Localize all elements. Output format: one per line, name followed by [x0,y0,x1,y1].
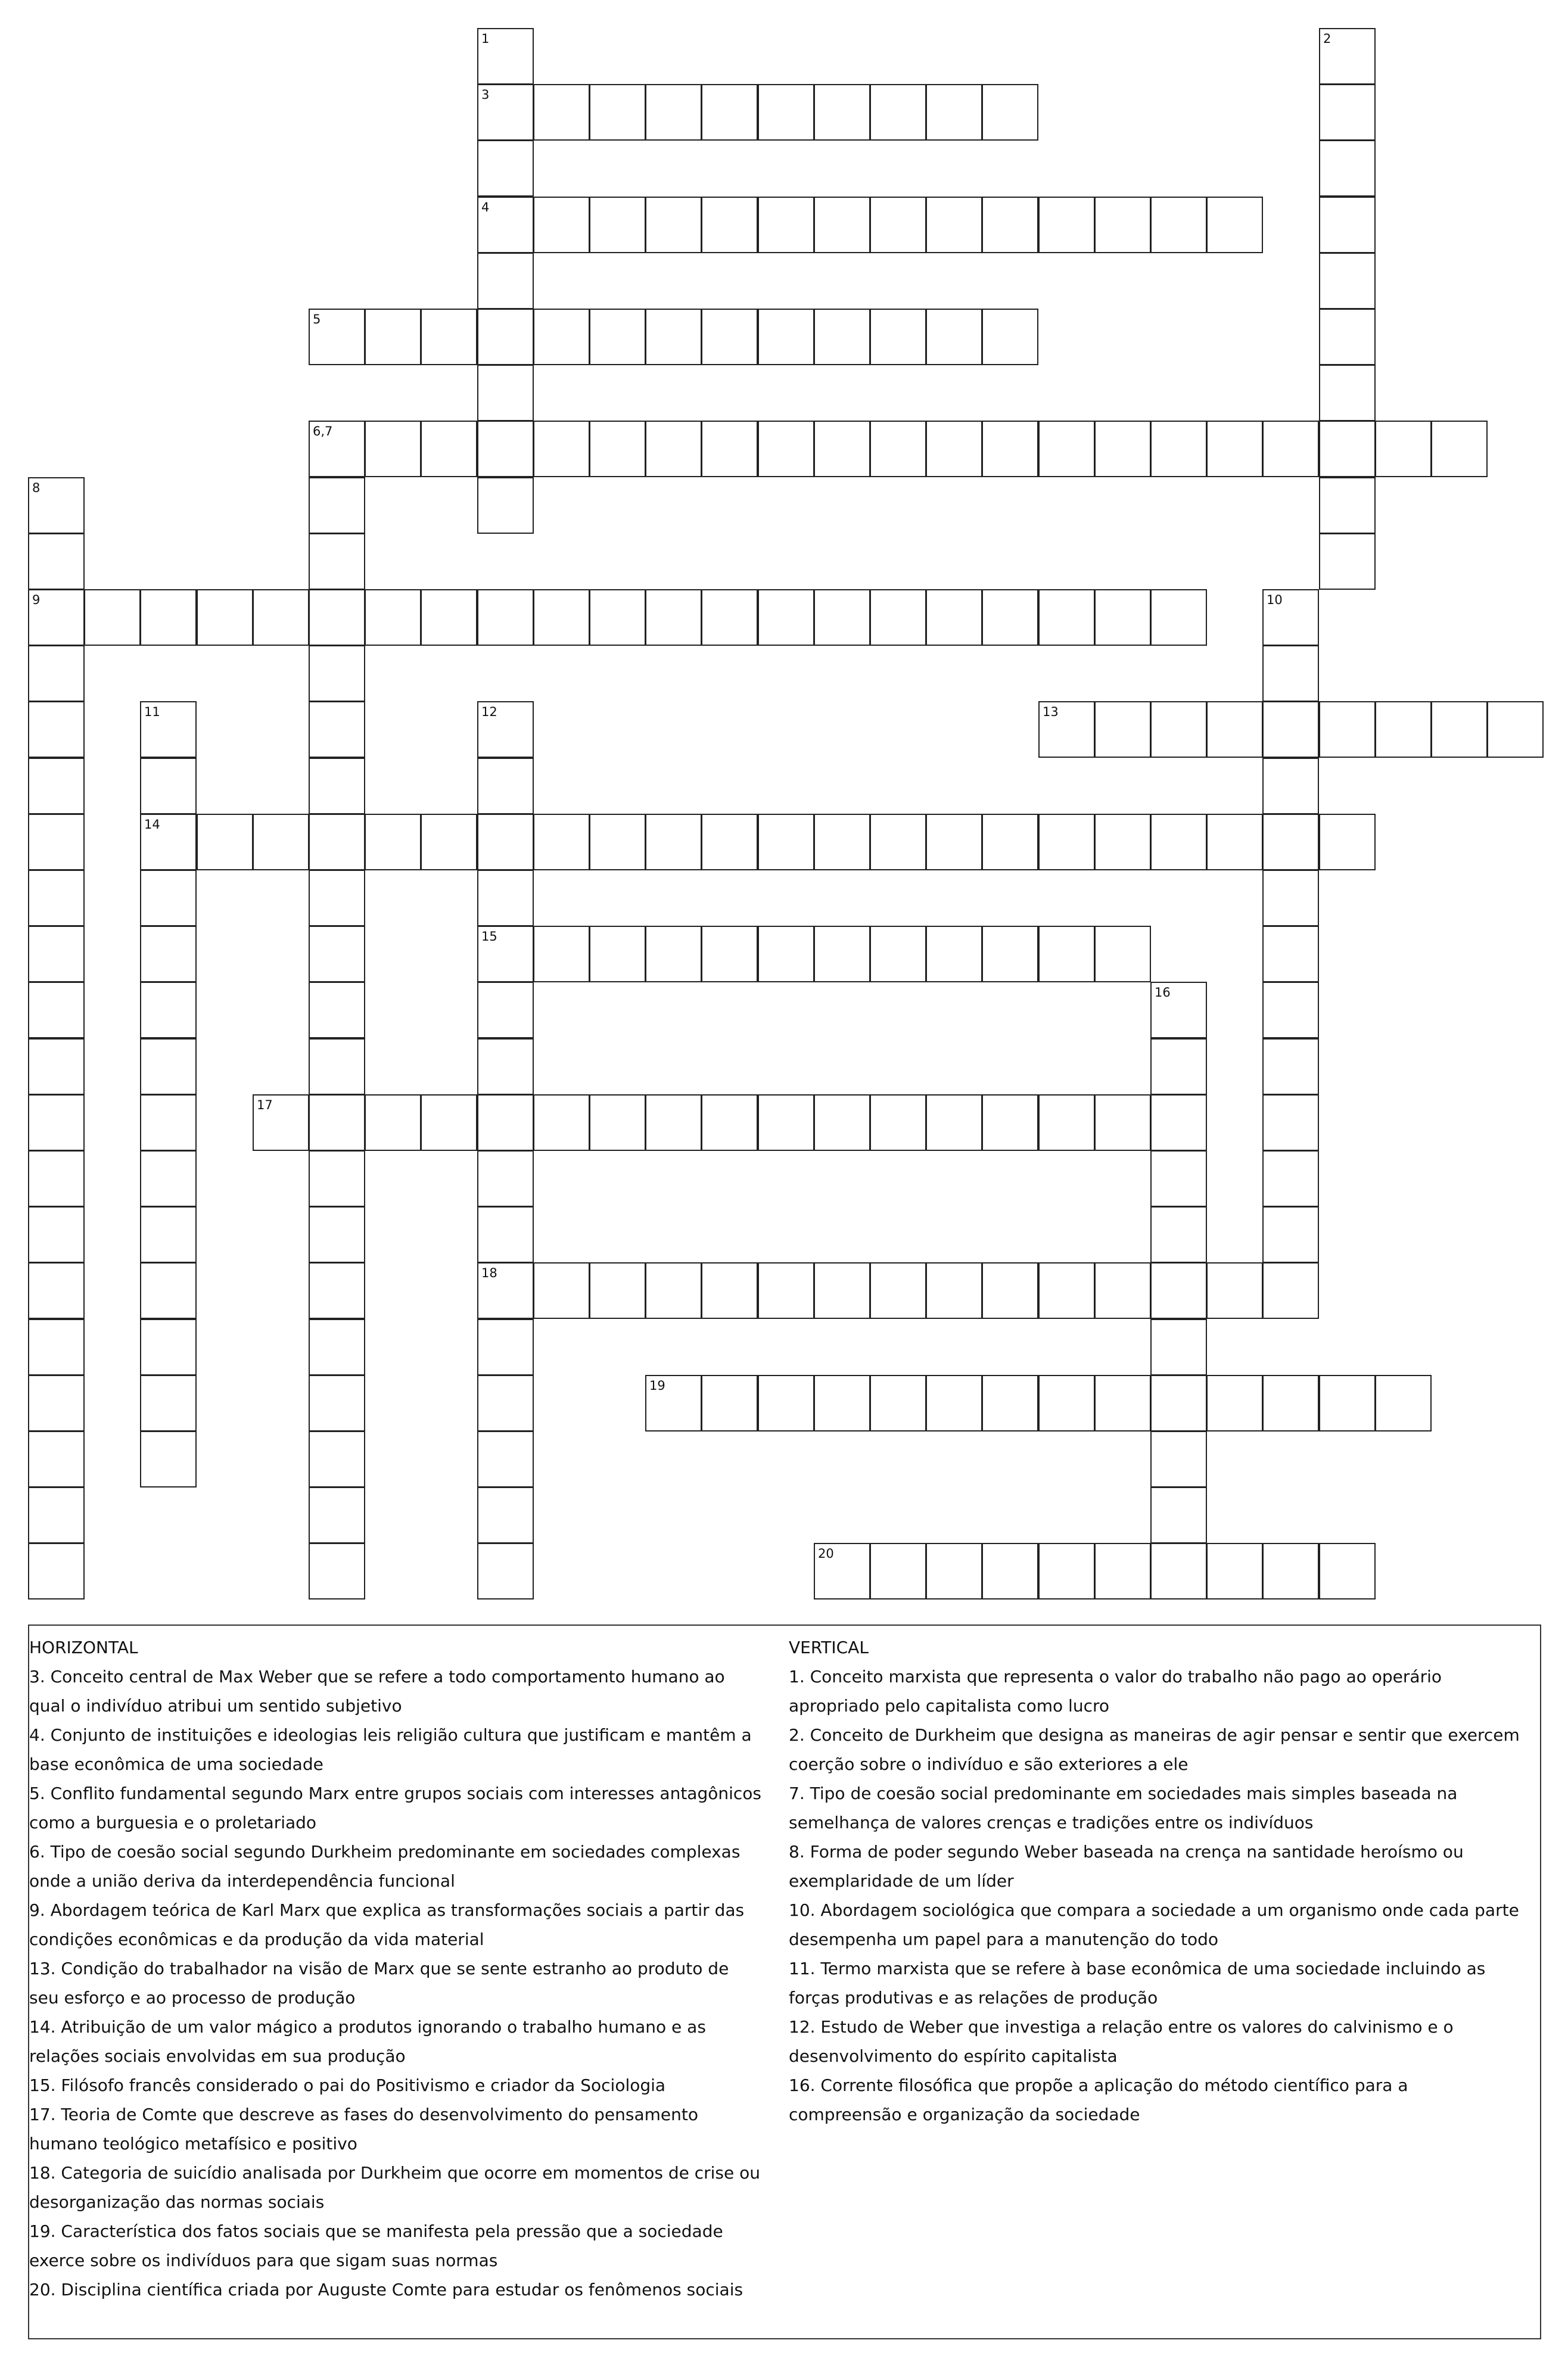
clue-across-15: 15. Filósofo francês considerado o pai do Positivismo e criador da Sociologia [29,2075,666,2095]
crossword-cell[interactable] [1038,1375,1095,1431]
crossword-cell[interactable] [926,1543,982,1599]
crossword-cell[interactable] [926,1094,982,1151]
crossword-cell[interactable] [758,1094,814,1151]
clue-down-2: 2. Conceito de Durkheim que designa as maneiras de agir pensar e sentir que exercem coerção sobre o indivíduo e são exteriores a ele [789,1725,1520,1774]
crossword-cell[interactable] [870,814,926,870]
crossword-cell[interactable] [645,589,702,646]
crossword-cell[interactable] [1262,1206,1319,1263]
crossword-cell[interactable] [926,589,982,646]
clue-number-15: 15 [481,929,497,944]
crossword-cell[interactable] [926,421,982,477]
crossword-cell[interactable] [1150,1150,1207,1207]
crossword-cell[interactable] [1038,1262,1095,1319]
crossword-cell[interactable] [1094,1262,1151,1319]
crossword-cell[interactable] [28,1206,85,1263]
crossword-cell[interactable] [1150,197,1207,253]
crossword-cell[interactable] [982,926,1038,982]
crossword-cell[interactable] [1038,1094,1095,1151]
crossword-cell[interactable] [870,589,926,646]
crossword-cell[interactable] [309,870,365,926]
crossword-cell[interactable] [814,1375,870,1431]
crossword-cell[interactable] [28,1262,85,1319]
crossword-cell[interactable] [28,533,85,590]
crossword-cell[interactable] [589,84,646,141]
clue-across-18: 18. Categoria de suicídio analisada por Durkheim que ocorre em momentos de crise ou desorganização das normas sociais [29,2163,761,2212]
crossword-cell[interactable] [1375,1375,1432,1431]
crossword-cell[interactable] [477,140,534,197]
crossword-cell[interactable] [28,758,85,814]
clue-number-1: 1 [481,32,490,46]
crossword-cell[interactable] [477,758,534,814]
crossword-cell[interactable] [140,1150,197,1207]
clue-number-4: 4 [481,200,490,214]
crossword-cell[interactable] [701,814,758,870]
crossword-cell[interactable] [701,197,758,253]
crossword-cell[interactable] [309,758,365,814]
crossword-cell[interactable] [1319,477,1376,534]
crossword-cell[interactable] [309,814,365,870]
crossword-cell[interactable] [758,309,814,365]
crossword-cell[interactable] [814,926,870,982]
crossword-cell[interactable] [1262,1150,1319,1207]
crossword-cell[interactable] [477,1543,534,1599]
crossword-cell[interactable] [1150,701,1207,758]
crossword-cell[interactable] [589,309,646,365]
clue-down-7: 7. Tipo de coesão social predominante em sociedades mais simples baseada na semelhança de valores crenças e tradições entre os indivíduos [789,1784,1458,1832]
crossword-cell[interactable] [1262,1543,1319,1599]
crossword-cell[interactable] [814,309,870,365]
crossword-cell[interactable] [1431,701,1488,758]
crossword-cell[interactable] [533,309,590,365]
crossword-cell[interactable] [1038,926,1095,982]
crossword-cell[interactable] [140,1038,197,1095]
crossword-cell[interactable] [84,589,141,646]
crossword-cell[interactable] [1319,84,1376,141]
crossword-cell[interactable] [926,84,982,141]
crossword-cell[interactable] [140,1319,197,1376]
crossword-cell[interactable] [1319,197,1376,253]
crossword-cell[interactable] [365,814,421,870]
crossword-cell[interactable] [309,1206,365,1263]
crossword-cell[interactable] [477,814,534,870]
crossword-cell[interactable] [1319,309,1376,365]
crossword-cell[interactable] [253,814,309,870]
crossword-cell[interactable] [870,309,926,365]
crossword-cell[interactable] [1206,421,1263,477]
crossword-cell[interactable] [309,533,365,590]
crossword-cell[interactable] [814,589,870,646]
crossword-cell[interactable] [28,926,85,982]
crossword-cell[interactable] [814,814,870,870]
crossword-cell[interactable] [1262,1038,1319,1095]
crossword-cell[interactable] [1319,814,1376,870]
crossword-cell[interactable] [28,1431,85,1487]
clue-down-10: 10. Abordagem sociológica que compara a sociedade a um organismo onde cada parte desempenha um papel para a manutenção do todo [789,1900,1519,1949]
crossword-cell[interactable] [309,1487,365,1543]
crossword-cell[interactable] [926,926,982,982]
crossword-cell[interactable] [645,1094,702,1151]
crossword-cell[interactable] [701,1094,758,1151]
crossword-cell[interactable] [1262,814,1319,870]
crossword-cell[interactable] [421,309,477,365]
crossword-cell[interactable] [1375,701,1432,758]
crossword-cell[interactable] [533,1262,590,1319]
crossword-cell[interactable] [533,84,590,141]
crossword-cell[interactable] [28,1150,85,1207]
crossword-cell[interactable] [1094,1375,1151,1431]
horizontal-clues-title: HORIZONTAL [29,1638,138,1657]
crossword-cell[interactable] [477,589,534,646]
crossword-cell[interactable] [309,1262,365,1319]
crossword-cell[interactable] [645,926,702,982]
crossword-cell[interactable] [1094,814,1151,870]
crossword-cell[interactable] [645,421,702,477]
crossword-cell[interactable] [758,1375,814,1431]
crossword-cell[interactable] [197,589,253,646]
crossword-cell[interactable] [140,758,197,814]
clue-across-19: 19. Característica dos fatos sociais que se manifesta pela pressão que a sociedade exerce sobre os indivíduos para que sigam suas normas [29,2221,723,2270]
crossword-cell[interactable] [645,84,702,141]
crossword-cell[interactable] [758,1262,814,1319]
crossword-cell[interactable] [477,309,534,365]
crossword-cell[interactable] [477,982,534,1038]
crossword-cell[interactable] [645,1262,702,1319]
crossword-cell[interactable] [814,197,870,253]
crossword-cell[interactable] [758,814,814,870]
crossword-cell[interactable] [1150,421,1207,477]
crossword-cell[interactable] [28,701,85,758]
crossword-cell[interactable] [1206,814,1263,870]
crossword-cell[interactable] [197,814,253,870]
clue-down-16: 16. Corrente filosófica que propõe a aplicação do método científico para a compreensão e organização da sociedade [789,2075,1408,2124]
crossword-cell[interactable] [309,645,365,702]
crossword-cell[interactable] [140,870,197,926]
clue-number-14: 14 [144,817,160,832]
crossword-cell[interactable] [28,1319,85,1376]
clue-across-14: 14. Atribuição de um valor mágico a produtos ignorando o trabalho humano e as relações sociais envolvidas em sua produção [29,2017,706,2066]
crossword-cell[interactable] [758,926,814,982]
crossword-cell[interactable] [1094,1543,1151,1599]
crossword-cell[interactable] [589,421,646,477]
crossword-cell[interactable] [1319,421,1376,477]
crossword-cell[interactable] [28,645,85,702]
crossword-cell[interactable] [870,1375,926,1431]
crossword-cell[interactable] [1319,253,1376,309]
crossword-cell[interactable] [926,1262,982,1319]
crossword-cell[interactable] [870,84,926,141]
crossword-cell[interactable] [309,1375,365,1431]
crossword-cell[interactable] [28,1487,85,1543]
crossword-cell[interactable] [870,421,926,477]
crossword-cell[interactable] [253,589,309,646]
crossword-cell[interactable] [1262,982,1319,1038]
crossword-cell[interactable] [1150,589,1207,646]
crossword-cell[interactable] [1206,1543,1263,1599]
crossword-cell[interactable] [1206,1375,1263,1431]
clue-number-3: 3 [481,88,490,102]
crossword-cell[interactable] [701,84,758,141]
clue-down-8: 8. Forma de poder segundo Weber baseada na crença na santidade heroísmo ou exemplaridade de um líder [789,1842,1464,1891]
crossword-cell[interactable] [477,365,534,421]
crossword-cell[interactable] [421,589,477,646]
clue-down-11: 11. Termo marxista que se refere à base econômica de uma sociedade incluindo as forças produtivas e as relações de produção [789,1959,1486,2008]
crossword-cell[interactable] [309,982,365,1038]
crossword-cell[interactable] [926,1375,982,1431]
clue-number-11: 11 [144,705,160,719]
crossword-cell[interactable] [1038,197,1095,253]
crossword-cell[interactable] [645,814,702,870]
crossword-cell[interactable] [1038,589,1095,646]
crossword-cell[interactable] [477,1487,534,1543]
crossword-cell[interactable] [477,477,534,534]
crossword-cell[interactable] [309,701,365,758]
crossword-cell[interactable] [870,1094,926,1151]
crossword-cell[interactable] [28,982,85,1038]
crossword-cell[interactable] [477,1375,534,1431]
clue-number-13: 13 [1043,705,1059,719]
clue-number-19: 19 [649,1378,665,1393]
crossword-cell[interactable] [589,589,646,646]
crossword-cell[interactable] [589,814,646,870]
crossword-cell[interactable] [1038,814,1095,870]
crossword-cell[interactable] [28,1543,85,1599]
crossword-cell[interactable] [589,926,646,982]
crossword-cell[interactable] [309,926,365,982]
crossword-cell[interactable] [421,814,477,870]
crossword-cell[interactable] [477,870,534,926]
crossword-cell[interactable] [28,870,85,926]
crossword-cell[interactable] [477,253,534,309]
crossword-cell[interactable] [1262,701,1319,758]
crossword-cell[interactable] [140,982,197,1038]
crossword-cell[interactable] [1487,701,1544,758]
crossword-cell[interactable] [701,1262,758,1319]
crossword-cell[interactable] [982,84,1038,141]
crossword-cell[interactable] [477,1038,534,1095]
crossword-cell[interactable] [140,926,197,982]
crossword-cell[interactable] [1206,701,1263,758]
crossword-cell[interactable] [309,1431,365,1487]
clue-across-17: 17. Teoria de Comte que descreve as fases do desenvolvimento do pensamento humano teológico metafísico e positivo [29,2105,698,2154]
crossword-cell[interactable] [533,589,590,646]
crossword-cell[interactable] [1150,1094,1207,1151]
crossword-cell[interactable] [645,197,702,253]
crossword-cell[interactable] [365,421,421,477]
crossword-cell[interactable] [701,309,758,365]
crossword-cell[interactable] [814,84,870,141]
crossword-cell[interactable] [1262,870,1319,926]
crossword-cell[interactable] [870,1262,926,1319]
crossword-cell[interactable] [758,421,814,477]
crossword-cell[interactable] [533,197,590,253]
crossword-cell[interactable] [477,1431,534,1487]
crossword-cell[interactable] [28,1094,85,1151]
crossword-cell[interactable] [1262,1262,1319,1319]
clue-across-13: 13. Condição do trabalhador na visão de Marx que se sente estranho ao produto de seu esforço e ao processo de produção [29,1959,729,2008]
crossword-cell[interactable] [589,197,646,253]
crossword-cell[interactable] [421,1094,477,1151]
crossword-cell[interactable] [533,814,590,870]
crossword-cell[interactable] [421,421,477,477]
crossword-cell[interactable] [1150,1543,1207,1599]
crossword-cell[interactable] [28,814,85,870]
crossword-cell[interactable] [701,421,758,477]
horizontal-clues-column [29,1633,762,2304]
clue-across-5: 5. Conflito fundamental segundo Marx entre grupos sociais com interesses antagônicos como a burguesia e o proletariado [29,1784,761,1832]
clue-across-9: 9. Abordagem teórica de Karl Marx que explica as transformações sociais a partir das condições econômicas e da produção da vida material [29,1900,745,1949]
crossword-cell[interactable] [1319,1375,1376,1431]
clue-across-20: 20. Disciplina científica criada por Auguste Comte para estudar os fenômenos sociais [29,2280,743,2299]
crossword-cell[interactable] [1262,1094,1319,1151]
crossword-cell[interactable] [1094,1094,1151,1151]
crossword-cell[interactable] [1262,926,1319,982]
crossword-cell[interactable] [982,1543,1038,1599]
crossword-cell[interactable] [1094,701,1151,758]
crossword-cell[interactable] [701,1375,758,1431]
crossword-cell[interactable] [1262,645,1319,702]
crossword-cell[interactable] [1150,1431,1207,1487]
clue-number-10: 10 [1267,593,1283,607]
crossword-cell[interactable] [533,1094,590,1151]
clue-number-8: 8 [32,481,41,495]
crossword-cell[interactable] [1150,1487,1207,1543]
crossword-cell[interactable] [1319,365,1376,421]
crossword-cell[interactable] [982,421,1038,477]
crossword-cell[interactable] [1319,701,1376,758]
crossword-cell[interactable] [982,1375,1038,1431]
crossword-cell[interactable] [645,309,702,365]
crossword-cell[interactable] [28,1375,85,1431]
crossword-cell[interactable] [1094,926,1151,982]
crossword-cell[interactable] [533,421,590,477]
crossword-cell[interactable] [1206,1262,1263,1319]
clue-number-17: 17 [257,1098,273,1112]
crossword-cell[interactable] [758,84,814,141]
crossword-cell[interactable] [1206,197,1263,253]
crossword-cell[interactable] [140,1094,197,1151]
crossword-cell[interactable] [309,1094,365,1151]
clue-number-18: 18 [481,1266,497,1280]
vertical-clues-title: VERTICAL [789,1638,869,1657]
crossword-cell[interactable] [1375,421,1432,477]
crossword-cell[interactable] [1431,421,1488,477]
crossword-cell[interactable] [477,1150,534,1207]
crossword-cell[interactable] [1038,421,1095,477]
crossword-cell[interactable] [982,814,1038,870]
crossword-cell[interactable] [701,926,758,982]
crossword-cell[interactable] [1150,1319,1207,1376]
crossword-cell[interactable] [926,309,982,365]
crossword-cell[interactable] [309,589,365,646]
crossword-cell[interactable] [140,1206,197,1263]
crossword-cell[interactable] [926,197,982,253]
crossword-cell[interactable] [814,421,870,477]
crossword-cell[interactable] [982,589,1038,646]
crossword-cell[interactable] [1319,140,1376,197]
crossword-cell[interactable] [140,589,197,646]
crossword-cell[interactable] [309,1038,365,1095]
crossword-cell[interactable] [140,1431,197,1487]
crossword-cell[interactable] [758,589,814,646]
crossword-cell[interactable] [982,1094,1038,1151]
crossword-cell[interactable] [1262,421,1319,477]
crossword-cell[interactable] [477,1206,534,1263]
crossword-cell[interactable] [758,197,814,253]
crossword-cell[interactable] [982,309,1038,365]
clues-box [28,1625,1541,2339]
crossword-cell[interactable] [309,1150,365,1207]
clue-down-1: 1. Conceito marxista que representa o valor do trabalho não pago ao operário apropriado pelo capitalista como lucro [789,1667,1442,1716]
crossword-cell[interactable] [140,1262,197,1319]
crossword-cell[interactable] [589,1094,646,1151]
crossword-cell[interactable] [533,926,590,982]
crossword-cell[interactable] [1094,197,1151,253]
clue-number-20: 20 [818,1546,834,1561]
crossword-cell[interactable] [1150,1375,1207,1431]
crossword-cell[interactable] [309,1319,365,1376]
crossword-cell[interactable] [140,1375,197,1431]
clue-down-12: 12. Estudo de Weber que investiga a relação entre os valores do calvinismo e o desenvolvimento do espírito capitalista [789,2017,1454,2066]
clue-number-5: 5 [313,312,321,326]
crossword-cell[interactable] [1150,1262,1207,1319]
crossword-cell[interactable] [814,1094,870,1151]
vertical-clues-column [789,1633,1522,2129]
crossword-cell[interactable] [365,309,421,365]
clue-across-4: 4. Conjunto de instituições e ideologias leis religião cultura que justificam e mantêm a base econômica de uma sociedade [29,1725,752,1774]
clue-number-6: 6,7 [313,424,333,438]
crossword-cell[interactable] [701,589,758,646]
crossword-cell[interactable] [982,197,1038,253]
clue-number-9: 9 [32,593,41,607]
crossword-cell[interactable] [1150,814,1207,870]
crossword-cell[interactable] [365,589,421,646]
crossword-cell[interactable] [1038,1543,1095,1599]
crossword-cell[interactable] [1319,1543,1376,1599]
crossword-cell[interactable] [982,1262,1038,1319]
crossword-cell[interactable] [1094,421,1151,477]
crossword-cell[interactable] [309,477,365,534]
crossword-cell[interactable] [589,1262,646,1319]
clue-number-16: 16 [1155,985,1171,1000]
clue-across-6: 6. Tipo de coesão social segundo Durkheim predominante em sociedades complexas onde a união deriva da interdependência funcional [29,1842,741,1891]
crossword-cell[interactable] [814,1262,870,1319]
clue-across-3: 3. Conceito central de Max Weber que se refere a todo comportamento humano ao qual o indivíduo atribui um sentido subjetivo [29,1667,725,1716]
crossword-cell[interactable] [870,1543,926,1599]
crossword-cell[interactable] [309,1543,365,1599]
crossword-cell[interactable] [870,926,926,982]
crossword-cell[interactable] [1262,758,1319,814]
crossword-cell[interactable] [477,1319,534,1376]
crossword-cell[interactable] [477,1094,534,1151]
crossword-cell[interactable] [477,421,534,477]
crossword-cell[interactable] [1319,533,1376,590]
crossword-cell[interactable] [1094,589,1151,646]
crossword-cell[interactable] [365,1094,421,1151]
crossword-cell[interactable] [926,814,982,870]
crossword-cell[interactable] [1150,1038,1207,1095]
crossword-cell[interactable] [1262,1375,1319,1431]
clue-number-2: 2 [1323,32,1331,46]
clue-number-12: 12 [481,705,497,719]
crossword-cell[interactable] [28,1038,85,1095]
crossword-cell[interactable] [870,197,926,253]
crossword-cell[interactable] [1150,1206,1207,1263]
